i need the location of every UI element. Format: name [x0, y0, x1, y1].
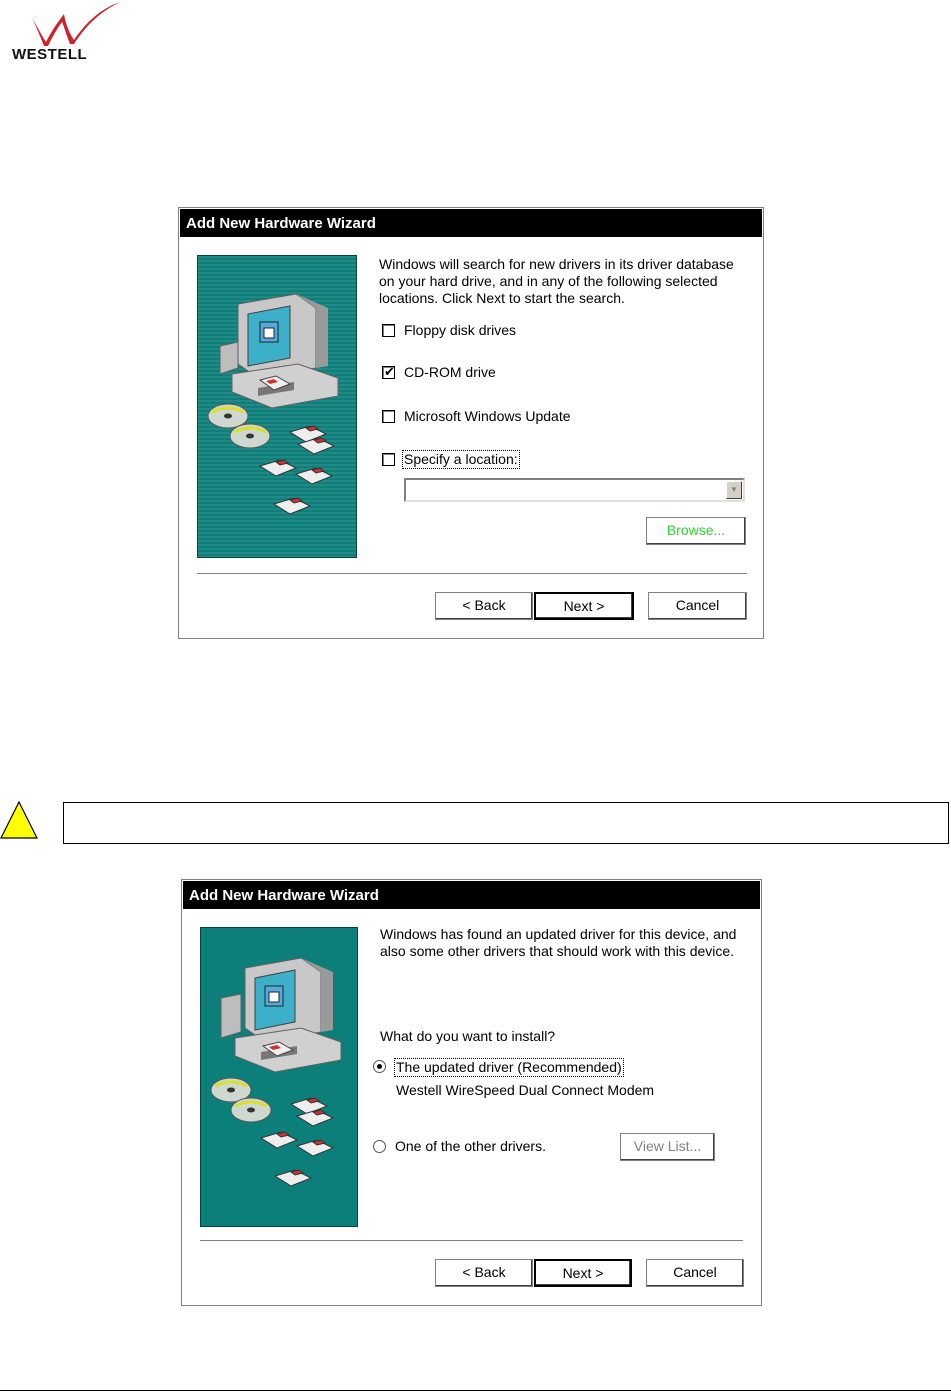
wizard-dialog-search [178, 207, 764, 639]
browse-button[interactable]: Browse... [646, 517, 746, 545]
chevron-down-icon[interactable]: ▼ [726, 481, 742, 499]
computer-with-cds-and-disks-icon [198, 256, 356, 557]
wizard-art [197, 255, 357, 558]
updated-driver-label[interactable]: The updated driver (Recommended) [396, 1059, 622, 1075]
back-button[interactable]: < Back [435, 1259, 533, 1287]
cancel-button[interactable]: Cancel [646, 1259, 744, 1287]
specify-location-label[interactable]: Specify a location: [404, 451, 518, 467]
separator [197, 573, 747, 577]
view-list-button[interactable]: View List... [620, 1133, 715, 1161]
dialog-title: Add New Hardware Wizard [180, 209, 762, 237]
windows-update-label[interactable]: Microsoft Windows Update [404, 408, 571, 424]
westell-logo [12, 0, 122, 70]
dialog-title: Add New Hardware Wizard [183, 881, 760, 909]
cdrom-checkbox[interactable] [382, 366, 395, 379]
cdrom-label[interactable]: CD-ROM drive [404, 364, 496, 380]
install-question: What do you want to install? [380, 1028, 556, 1044]
driver-name: Westell WireSpeed Dual Connect Modem [396, 1082, 655, 1098]
floppy-checkbox[interactable] [382, 324, 395, 337]
brand-name: WESTELL [12, 46, 88, 63]
next-button[interactable]: Next > [534, 592, 634, 620]
next-button[interactable]: Next > [534, 1259, 632, 1287]
warning-note-box [63, 802, 949, 844]
windows-update-checkbox[interactable] [382, 410, 395, 423]
computer-with-cds-and-disks-icon [201, 928, 357, 1226]
wizard-art [200, 927, 358, 1227]
footer-rule [0, 1390, 951, 1391]
other-drivers-label[interactable]: One of the other drivers. [395, 1138, 546, 1154]
warning-triangle-icon [0, 800, 46, 842]
cancel-button[interactable]: Cancel [648, 592, 747, 620]
location-combo[interactable] [404, 478, 745, 502]
specify-location-checkbox[interactable] [382, 453, 395, 466]
other-drivers-radio[interactable] [373, 1140, 386, 1153]
intro-line-2: also some other drivers that should work with this device. [380, 943, 735, 959]
checkmark-icon: ✔ [384, 364, 395, 379]
separator [200, 1240, 743, 1244]
back-button[interactable]: < Back [435, 592, 533, 620]
intro-line-1: Windows has found an updated driver for this device, and [380, 926, 737, 942]
intro-line-1: Windows will search for new drivers in its driver database [379, 256, 734, 272]
intro-line-2: on your hard drive, and in any of the following selected [379, 273, 718, 289]
wizard-dialog-driver-found [181, 879, 762, 1306]
floppy-label[interactable]: Floppy disk drives [404, 322, 517, 338]
intro-line-3: locations. Click Next to start the search. [379, 290, 625, 306]
westell-logo-icon [12, 0, 122, 48]
updated-driver-radio[interactable] [373, 1060, 386, 1073]
